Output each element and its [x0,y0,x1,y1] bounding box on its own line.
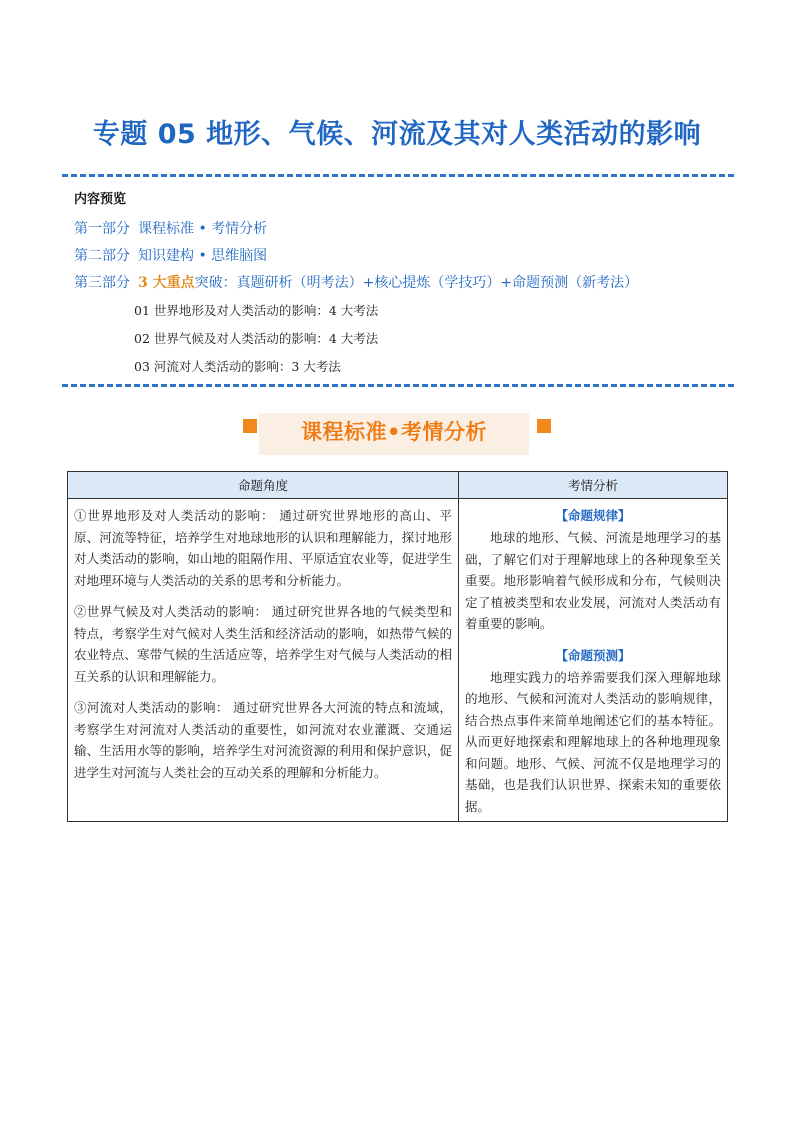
spacer [465,635,721,645]
toc-part-label: 第一部分 [74,221,130,237]
header-analysis: 考情分析 [459,472,728,499]
banner-square-right-icon [537,419,551,433]
header-angle: 命题角度 [68,472,459,499]
toc-sub-item-3: 03 河流对人类活动的影响：3 大考法 [134,359,341,374]
content-preview-heading: 内容预览 [74,192,127,207]
banner-square-left-icon [243,419,257,433]
toc-part-1 [74,216,734,243]
toc-part-text: 课程标准 • 考情分析 [138,221,268,237]
predict-title: 【命题预测】 [555,647,631,663]
toc-part-label: 第二部分 [74,248,130,264]
rule-text: 地球的地形、气候、河流是地理学习的基础，了解它们对于理解地球上的各种现象至关重要。地形影响着气候形成和分布，气候则决定了植被类型和农业发展，河流对人类活动有着重要的影响。 [465,530,721,631]
toc-part-text: 突破：真题研析（明考法）+核心提炼（学技巧）+命题预测（新考法） [194,275,639,291]
section-banner [243,413,551,455]
table-header-row [68,472,728,499]
toc-sub-item-2: 02 世界气候及对人类活动的影响：4 大考法 [134,331,379,346]
angle-item-terrain: ①世界地形及对人类活动的影响： 通过研究世界地形的高山、平原、河流等特征，培养学生对地球地形的认识和理解能力，探讨地形对人类活动的影响，如山地的阻隔作用、平原适宜农业等，促进学生对地理环境与人类活动的关系的思考和分析能力。 [74,508,452,588]
toc-part-highlight: 3 大重点 [138,275,195,291]
angle-cell [68,499,459,822]
content-preview [74,190,734,381]
table-row [68,499,728,822]
toc-part-label: 第三部分 [74,275,130,291]
analysis-table [67,471,728,822]
toc-part-3 [74,270,734,297]
dashed-divider-top [62,174,734,177]
banner-title: 课程标准•考情分析 [259,413,529,455]
toc-sub-item-1: 01 世界地形及对人类活动的影响：4 大考法 [134,303,379,318]
page-title: 专题 05 地形、气候、河流及其对人类活动的影响 [92,119,702,150]
angle-item-climate: ②世界气候及对人类活动的影响： 通过研究世界各地的气候类型和特点，考察学生对气候对人类生活和经济活动的影响，如热带气候的农业特点、寒带气候的生活适应等，培养学生对气候与人类活动的相互关系的认识和理解能力。 [74,604,452,684]
analysis-cell [459,499,728,822]
toc-part-2 [74,243,734,270]
dashed-divider-bottom [62,384,734,387]
toc-part-text: 知识建构 • 思维脑图 [138,248,268,264]
rule-title: 【命题规律】 [555,508,631,523]
angle-item-river: ③河流对人类活动的影响： 通过研究世界各大河流的特点和流域，考察学生对河流对人类活动的重要性，如河流对农业灌溉、交通运输、生活用水等的影响，培养学生对河流资源的利用和保护意识，促进学生对河流与人类社会的互动关系的理解和分析能力。 [74,700,452,780]
predict-text: 地理实践力的培养需要我们深入理解地球的地形、气候和河流对人类活动的影响规律，结合热点事件来简单地阐述它们的基本特征。从而更好地探索和理解地球上的各种地理现象和问题。地形、气候、河流不仅是地理学习的基础，也是我们认识世界、探索未知的重要依据。 [465,669,721,814]
